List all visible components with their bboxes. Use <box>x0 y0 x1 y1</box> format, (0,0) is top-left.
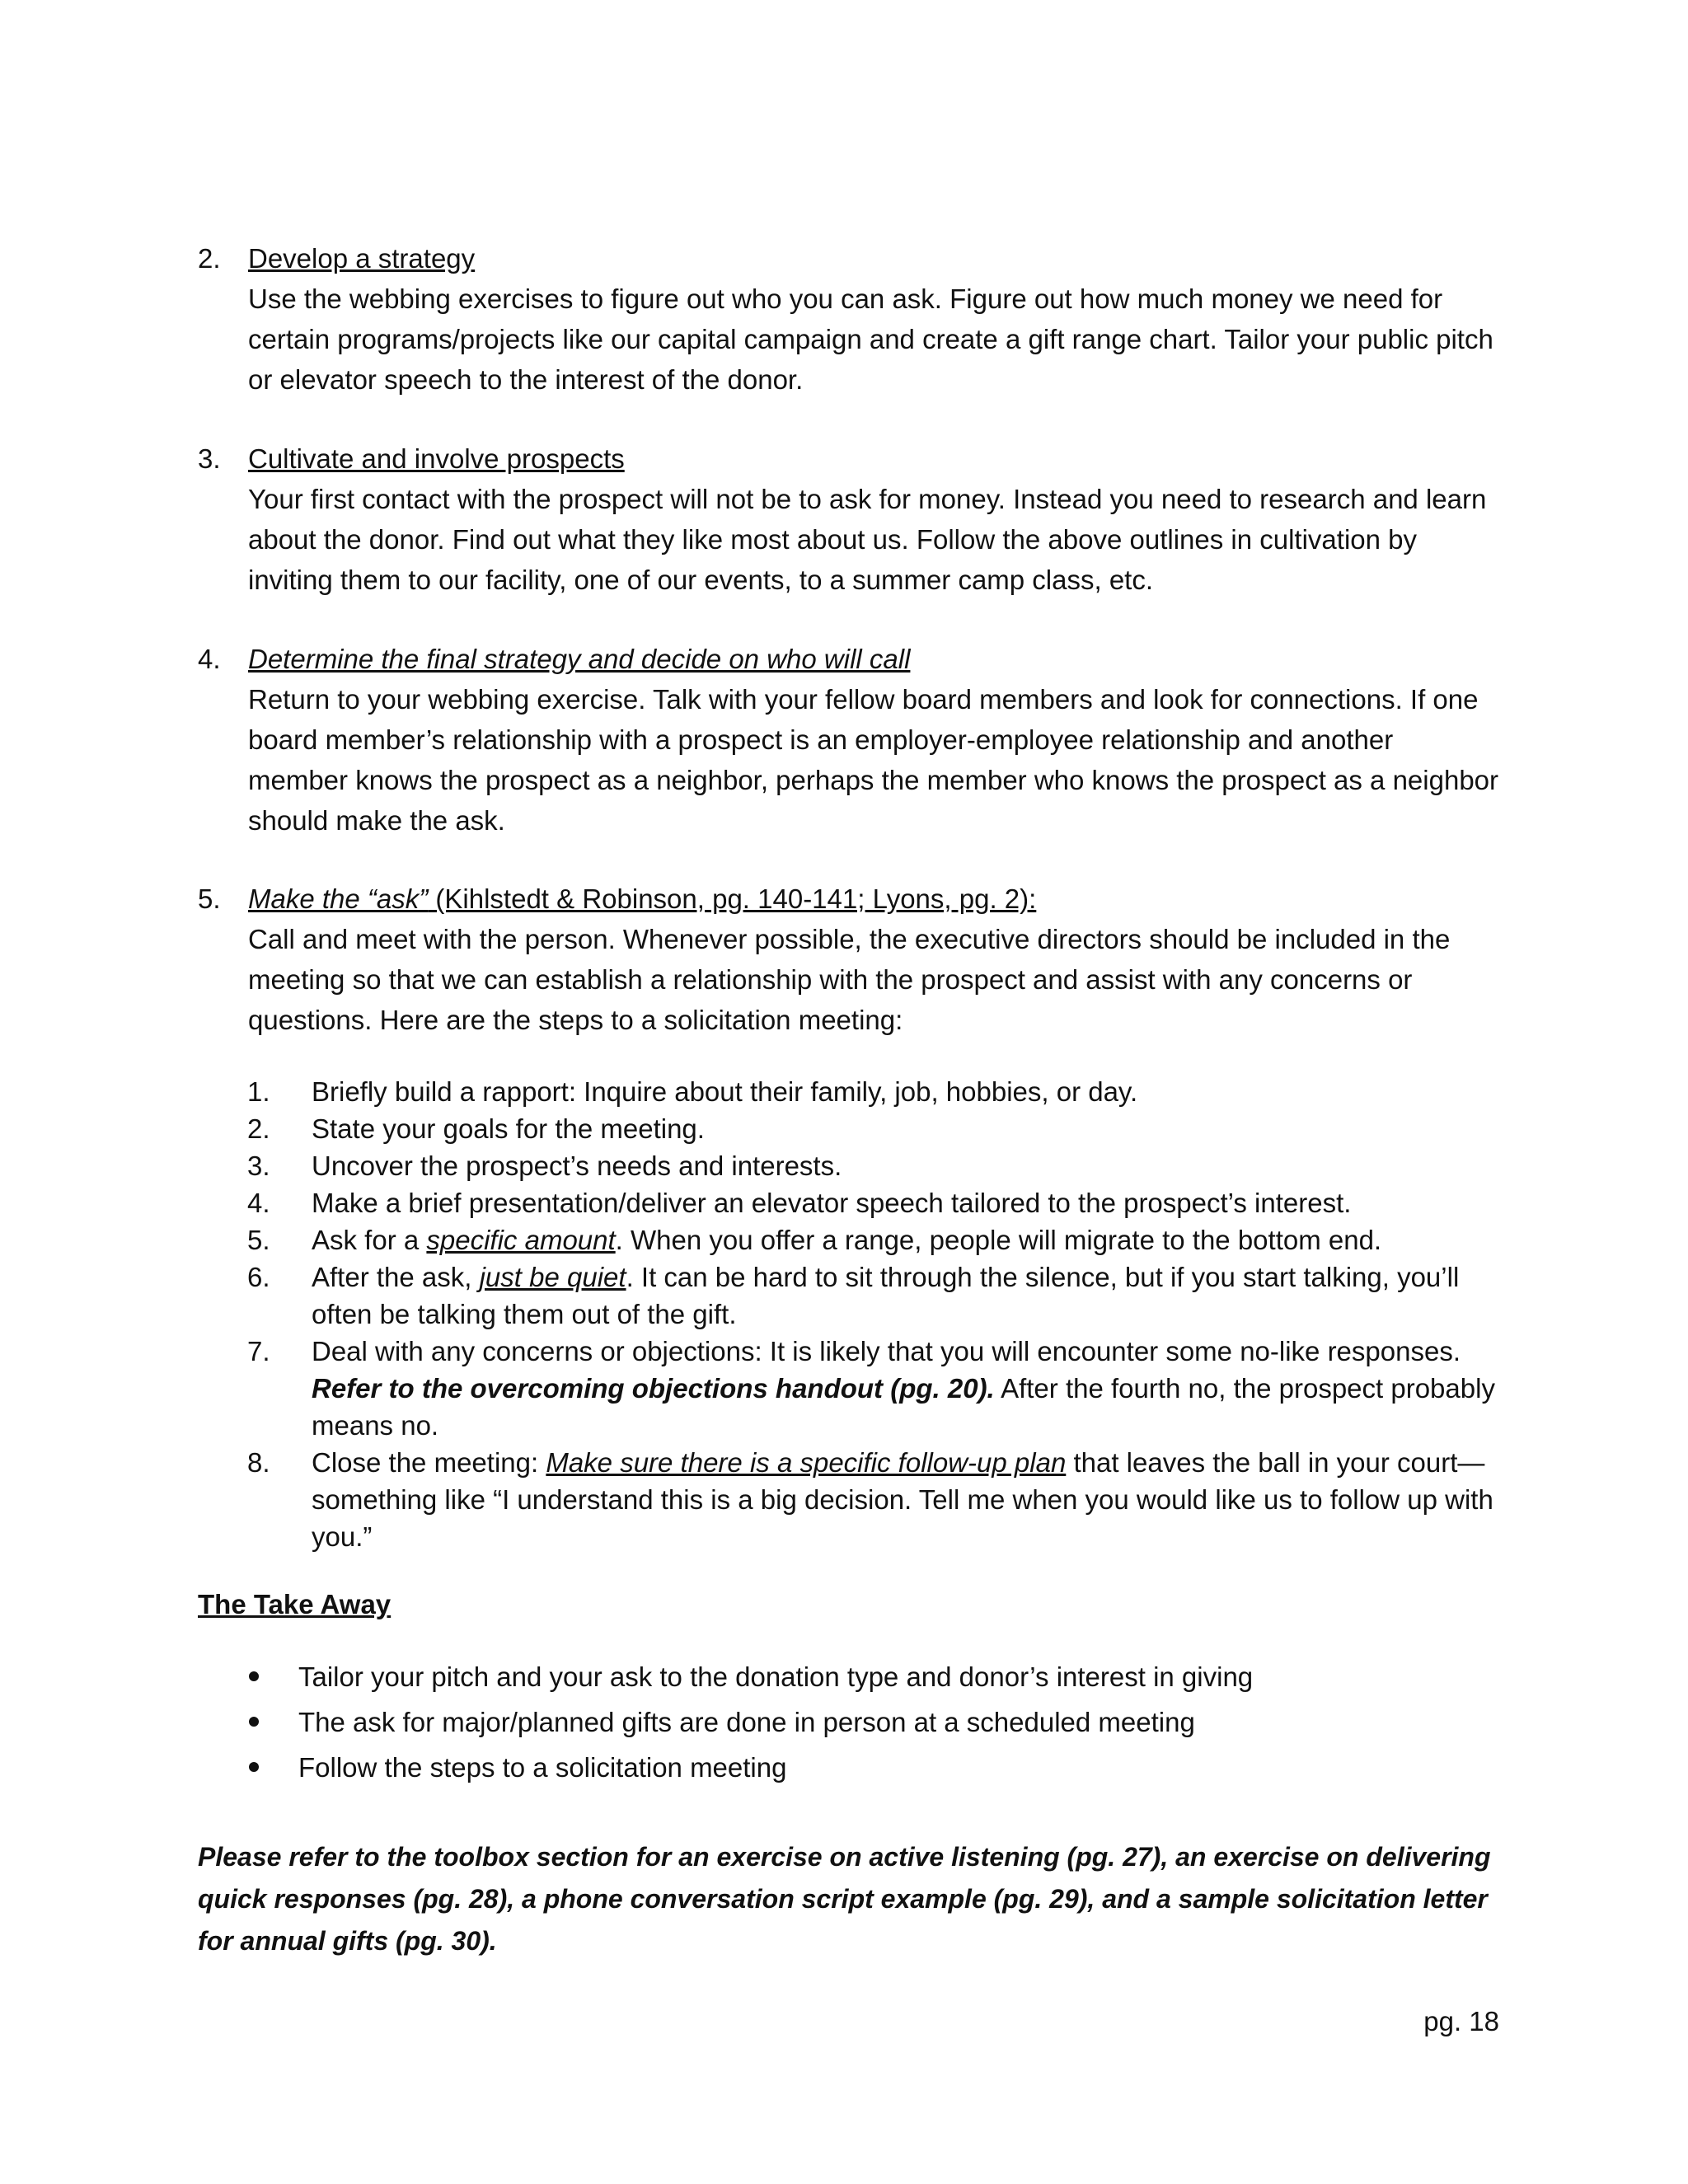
section-heading-italic: Make the “ask” <box>248 883 429 914</box>
section-heading: Develop a strategy <box>248 243 476 274</box>
bullet-text: Follow the steps to a solicitation meeting <box>298 1752 787 1783</box>
section-number: 2. <box>198 243 221 274</box>
section-develop-strategy <box>198 238 1500 400</box>
solicitation-steps-list <box>247 1073 1500 1555</box>
bullet-icon <box>249 1671 259 1681</box>
step-number: 2. <box>247 1113 270 1144</box>
section-body: Call and meet with the person. Whenever possible, the executive directors should be included in the meeting so that we can establish a relationship with the prospect and assist with any concerns or questions. Here are the steps to a solicitation meeting: <box>248 924 1451 1035</box>
step-text-post: After the fourth no, the prospect probably means no. <box>312 1373 1495 1441</box>
section-body: Use the webbing exercises to figure out who you can ask. Figure out how much money we need for certain programs/projects like our capital campaign and create a gift range chart. Tailor your public pitch or elevator speech to the interest of the donor. <box>248 284 1493 395</box>
section-make-the-ask <box>198 879 1500 1040</box>
list-item <box>247 1704 1484 1749</box>
step-text-pre: Close the meeting: <box>312 1447 546 1478</box>
step-text-pre: Ask for a <box>312 1225 427 1255</box>
bullet-text: The ask for major/planned gifts are done in person at a scheduled meeting <box>298 1707 1195 1737</box>
list-item <box>247 1333 1500 1444</box>
list-item <box>247 1110 1500 1147</box>
takeaway-heading: The Take Away <box>198 1589 392 1619</box>
section-heading <box>248 879 1500 919</box>
step-text-emphasis: Make sure there is a specific follow-up plan <box>546 1447 1067 1478</box>
step-number: 6. <box>247 1262 270 1292</box>
step-number: 4. <box>247 1188 270 1218</box>
bullet-icon <box>249 1762 259 1772</box>
list-item <box>247 1258 1500 1333</box>
step-text-strong: Refer to the overcoming objections handout (pg. 20). <box>312 1373 995 1404</box>
section-heading: Determine the final strategy and decide on who will call <box>248 644 911 674</box>
step-text-post: . It can be hard to sit through the silence, but if you start talking, you’ll often be talking them out of the gift. <box>312 1262 1460 1329</box>
section-body: Return to your webbing exercise. Talk with your fellow board members and look for connections. If one board member’s relationship with a prospect is an employer-employee relationship and another member knows the prospect as a neighbor, perhaps the member who knows the prospect as a neighbor should make the ask. <box>248 684 1499 836</box>
step-number: 3. <box>247 1151 270 1181</box>
list-item <box>247 1147 1500 1184</box>
step-number: 7. <box>247 1336 270 1366</box>
section-number: 3. <box>198 443 221 474</box>
step-number: 5. <box>247 1225 270 1255</box>
list-item <box>247 1184 1500 1221</box>
list-item <box>247 1444 1500 1555</box>
section-number: 5. <box>198 883 221 914</box>
step-text-pre: Deal with any concerns or objections: It is likely that you will encounter some no-like responses. <box>312 1336 1461 1366</box>
step-text-post: . When you offer a range, people will migrate to the bottom end. <box>615 1225 1382 1255</box>
step-text: Uncover the prospect’s needs and interests. <box>312 1151 842 1181</box>
bullet-text: Tailor your pitch and your ask to the donation type and donor’s interest in giving <box>298 1661 1254 1692</box>
list-item <box>247 1073 1500 1110</box>
takeaway-bullet-list <box>247 1658 1484 1794</box>
step-text-pre: After the ask, <box>312 1262 480 1292</box>
section-number: 4. <box>198 644 221 674</box>
section-body: Your first contact with the prospect will not be to ask for money. Instead you need to research and learn about the donor. Find out what they like most about us. Follow the above outlines in cultivation by inviting them to our facility, one of our events, to a summer camp class, etc. <box>248 484 1487 595</box>
bullet-icon <box>249 1717 259 1727</box>
list-item <box>247 1658 1484 1704</box>
step-text-emphasis: specific amount <box>426 1225 616 1255</box>
section-heading: Cultivate and involve prospects <box>248 443 625 474</box>
section-final-strategy <box>198 639 1500 841</box>
section-cultivate-prospects <box>198 438 1500 600</box>
step-text-emphasis: just be quiet <box>479 1262 626 1292</box>
step-number: 8. <box>247 1447 270 1478</box>
section-heading-citation: (Kihlstedt & Robinson, pg. 140-141; Lyons, pg. 2): <box>428 883 1037 914</box>
toolbox-reference-note: Please refer to the toolbox section for an exercise on active listening (pg. 27), an exercise on delivering quick responses (pg. 28), a phone conversation script example (pg. 29), and a sample solicitation letter for annual gifts (pg. 30). <box>198 1842 1491 1956</box>
step-text-post: that leaves the ball in your court—something like “I understand this is a big decision. Tell me when you would like us to follow up with you.” <box>312 1447 1493 1552</box>
step-number: 1. <box>247 1076 270 1107</box>
step-text: State your goals for the meeting. <box>312 1113 705 1144</box>
page-number: pg. 18 <box>1423 2006 1499 2036</box>
step-text: Briefly build a rapport: Inquire about their family, job, hobbies, or day. <box>312 1076 1138 1107</box>
step-text: Make a brief presentation/deliver an elevator speech tailored to the prospect’s interest. <box>312 1188 1352 1218</box>
list-item <box>247 1221 1500 1258</box>
list-item <box>247 1749 1484 1794</box>
